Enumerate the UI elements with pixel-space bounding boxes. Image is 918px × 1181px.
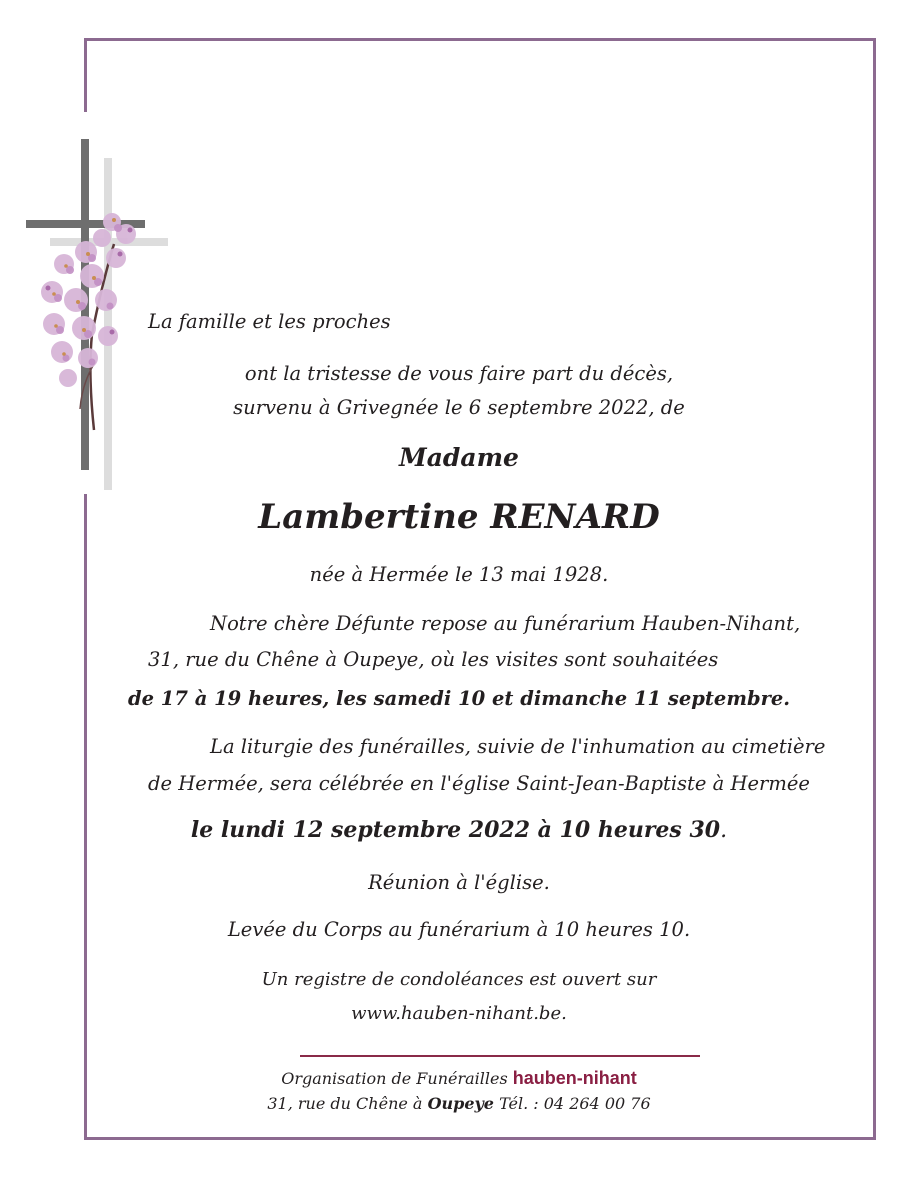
organizer-prefix: Organisation de Funérailles: [281, 1069, 508, 1088]
funeral-datetime: le lundi 12 septembre 2022 à 10 heures 30: [190, 817, 721, 843]
deceased-birth: née à Hermée le 13 mai 1928.: [309, 563, 609, 586]
brand-logo: hauben-nihant: [512, 1068, 637, 1088]
organizer-town: Oupeye: [427, 1094, 494, 1113]
intro-place-date: survenu à Grivegnée le 6 septembre 2022, de: [233, 396, 685, 419]
visitation-hours: de 17 à 19 heures, les samedi 10 et dimanche 11 septembre.: [127, 687, 791, 710]
condolences-line: Un registre de condoléances est ouvert sur: [261, 969, 657, 990]
condolences-website[interactable]: www.hauben-nihant.be.: [351, 1003, 567, 1024]
visitation-line1: Notre chère Défunte repose au funérarium Hauben-Nihant,: [210, 612, 801, 635]
funeral-line2: de Hermée, sera célébrée en l'église Saint-Jean-Baptiste à Hermée: [148, 772, 810, 795]
funeral-meeting: Réunion à l'église.: [368, 871, 550, 894]
funeral-datetime-line: [0, 817, 918, 843]
funeral-datetime-end: .: [720, 818, 728, 843]
organizer-divider: [300, 1055, 700, 1057]
deceased-title: Madame: [399, 443, 519, 472]
funeral-levee: Levée du Corps au funérarium à 10 heures 10.: [227, 918, 691, 941]
intro-family: La famille et les proches: [148, 310, 391, 333]
organizer-line: [0, 1068, 918, 1089]
organizer-address-prefix: 31, rue du Chêne à: [267, 1094, 423, 1113]
organizer-address: [0, 1094, 918, 1113]
visitation-line2: 31, rue du Chêne à Oupeye, où les visites sont souhaitées: [148, 648, 719, 671]
intro-announce: ont la tristesse de vous faire part du décès,: [244, 362, 674, 385]
funeral-line1: La liturgie des funérailles, suivie de l'inhumation au cimetière: [210, 735, 826, 758]
deceased-name: Lambertine RENARD: [258, 497, 660, 537]
organizer-phone: Tél. : 04 264 00 76: [499, 1094, 651, 1113]
